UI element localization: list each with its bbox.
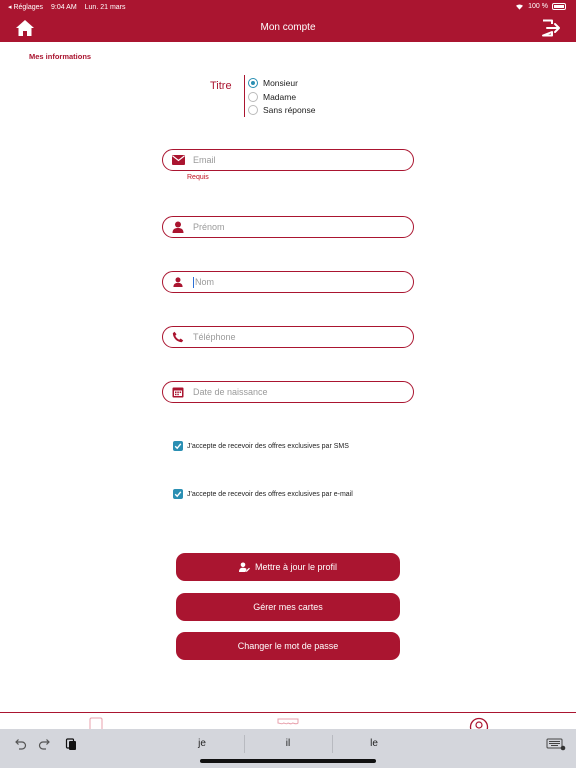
wifi-icon <box>515 3 524 10</box>
battery-percent: 100 % <box>528 3 548 10</box>
radio-monsieur[interactable] <box>248 78 298 88</box>
radio-sans-reponse[interactable] <box>248 105 315 115</box>
telephone-input[interactable] <box>193 332 393 342</box>
radio-label: Monsieur <box>263 78 298 88</box>
envelope-icon <box>171 154 185 166</box>
bottom-tab-bar <box>0 712 576 729</box>
email-consent-label: J'accepte de recevoir des offres exclusives par e-mail <box>187 490 353 498</box>
suggestion-divider <box>332 735 333 753</box>
keyboard-dismiss-icon[interactable] <box>546 737 566 751</box>
radio-label: Madame <box>263 92 297 102</box>
change-password-button[interactable] <box>176 632 400 660</box>
civility-divider <box>244 75 245 117</box>
page-title: Mon compte <box>260 22 316 33</box>
redo-icon[interactable] <box>38 737 52 751</box>
birthdate-field[interactable] <box>162 381 414 403</box>
radio-selected-icon[interactable] <box>248 78 258 88</box>
status-date: Lun. 21 mars <box>84 4 126 11</box>
radio-label: Sans réponse <box>263 105 316 115</box>
radio-madame[interactable] <box>248 92 296 102</box>
radio-empty-icon[interactable] <box>248 92 258 102</box>
manage-cards-label: Gérer mes cartes <box>253 602 323 612</box>
suggestion-1[interactable]: je <box>198 738 206 749</box>
manage-cards-button[interactable] <box>176 593 400 621</box>
email-field[interactable] <box>162 149 414 171</box>
undo-icon[interactable] <box>13 737 27 751</box>
checkbox-checked-icon[interactable] <box>173 441 183 451</box>
section-title: Mes informations <box>29 52 92 61</box>
update-profile-button[interactable] <box>176 553 400 581</box>
status-bar <box>0 0 576 14</box>
civility-label: Titre <box>210 80 232 92</box>
email-consent[interactable] <box>173 489 353 499</box>
tab-store-icon[interactable] <box>277 717 299 729</box>
nav-bar <box>0 14 576 42</box>
email-input[interactable] <box>193 155 393 165</box>
nom-input[interactable] <box>195 277 395 287</box>
radio-empty-icon[interactable] <box>248 105 258 115</box>
person-icon <box>171 276 185 288</box>
back-to-app-link[interactable]: ◂ Réglages <box>8 4 44 11</box>
phone-icon <box>171 331 185 343</box>
suggestion-divider <box>244 735 245 753</box>
checkbox-checked-icon[interactable] <box>173 489 183 499</box>
change-password-label: Changer le mot de passe <box>237 641 339 651</box>
battery-icon <box>552 3 566 10</box>
status-time: 9:04 AM <box>51 4 77 11</box>
tab-account-icon[interactable] <box>469 717 489 729</box>
logout-icon[interactable] <box>540 19 562 37</box>
email-error: Requis <box>187 174 209 181</box>
text-cursor <box>193 277 194 288</box>
calendar-icon <box>171 386 185 398</box>
home-indicator <box>200 759 376 763</box>
tab-document-icon[interactable] <box>89 717 103 729</box>
telephone-field[interactable] <box>162 326 414 348</box>
paste-icon[interactable] <box>64 737 78 751</box>
sms-consent[interactable] <box>173 441 349 451</box>
sms-consent-label: J'accepte de recevoir des offres exclusives par SMS <box>187 442 349 450</box>
nom-field[interactable] <box>162 271 414 293</box>
update-profile-label: Mettre à jour le profil <box>254 562 338 572</box>
prenom-input[interactable] <box>193 222 393 232</box>
suggestion-3[interactable]: le <box>370 738 378 749</box>
prenom-field[interactable] <box>162 216 414 238</box>
suggestion-2[interactable]: il <box>285 738 291 749</box>
person-icon <box>171 221 185 233</box>
user-edit-icon <box>239 562 250 572</box>
birthdate-input[interactable] <box>193 387 393 397</box>
